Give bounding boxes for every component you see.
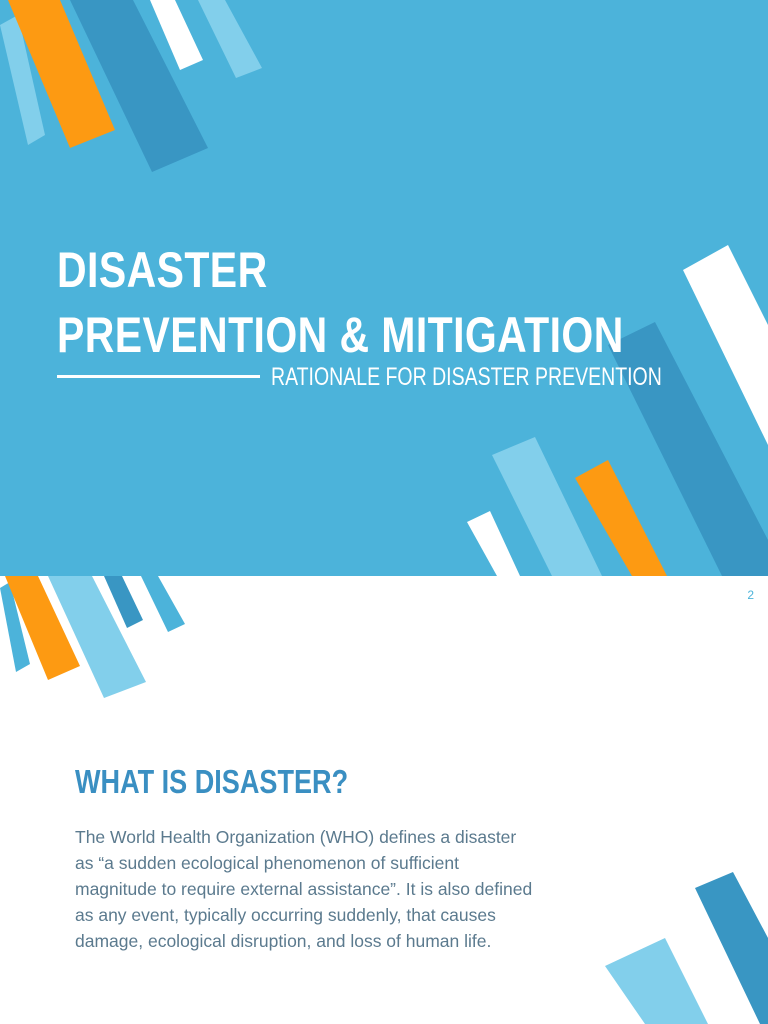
stripe-light-blue-bottom-right — [605, 938, 708, 1024]
stripe-blue-top-left — [141, 576, 185, 632]
stripe-light-blue-top — [198, 0, 262, 78]
title-line-2: PREVENTION & MITIGATION — [57, 307, 624, 363]
stripe-white-bottom — [467, 511, 520, 576]
stripe-dark-blue-bottom-right — [695, 872, 768, 1024]
title-line-1: DISASTER — [57, 242, 268, 298]
title-underline-rule — [57, 375, 260, 378]
slide-number: 2 — [747, 588, 754, 602]
section-heading: WHAT IS DISASTER? — [75, 763, 349, 800]
subtitle: RATIONALE FOR DISASTER PREVENTION — [271, 363, 662, 391]
content-slide — [0, 576, 768, 1024]
body-paragraph: The World Health Organization (WHO) defines a disaster as “a sudden ecological phenomenon of sufficient magnitude to require external assistance”. It is also defined as any event, typically occurring suddenly, that causes damage, ecological disruption, and loss of human life. — [75, 827, 533, 951]
